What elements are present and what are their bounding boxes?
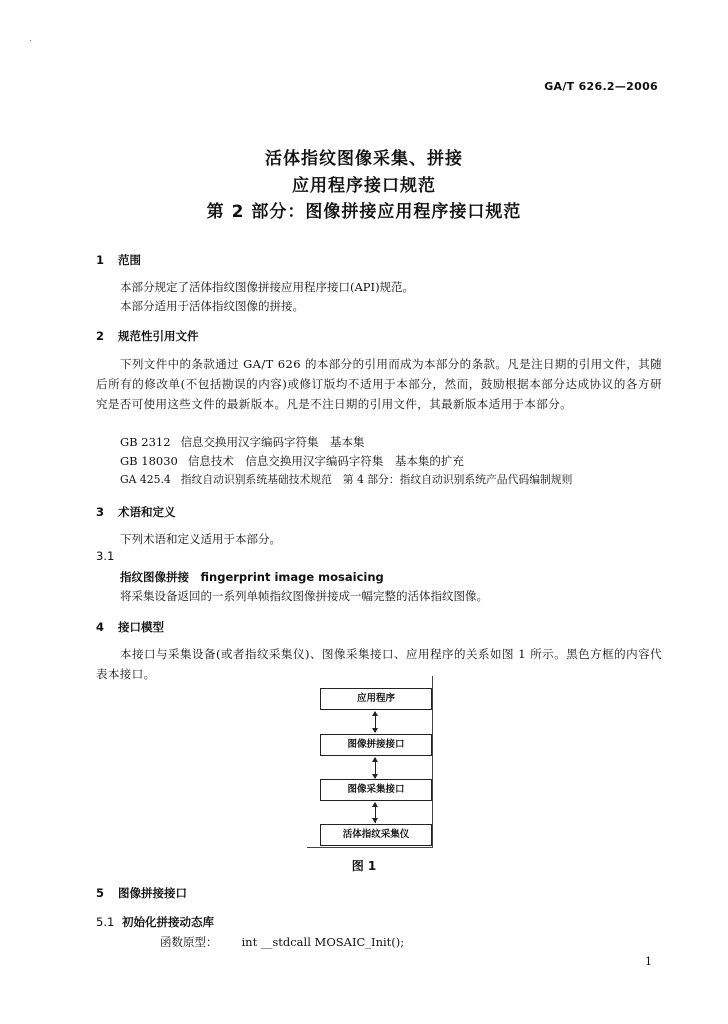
figure-caption: 图 1	[351, 859, 377, 873]
box-mosaic-interface: 图像拼接接口	[320, 734, 432, 756]
section-title: 图像拼接接口	[118, 886, 187, 900]
prototype-label: 函数原型：	[160, 935, 218, 949]
box-capture-device: 活体指纹采集仪	[320, 824, 432, 846]
subsection-3-1-number: 3.1	[96, 549, 115, 563]
scan-speck	[30, 40, 31, 41]
reference-code: GB 2312	[120, 435, 171, 449]
section-4-heading	[96, 619, 164, 635]
section-4-paragraph: 本接口与采集设备(或者指纹采集仪)、图像采集接口、应用程序的关系如图 1 所示。黑色方框的内容代表本接口。	[96, 647, 662, 681]
section-title: 接口模型	[118, 620, 164, 634]
box-application: 应用程序	[320, 688, 432, 710]
section-1-para-1: 本部分规定了活体指纹图像拼接应用程序接口(API)规范。	[120, 280, 415, 294]
reference-item	[120, 434, 375, 450]
section-title: 规范性引用文件	[118, 329, 199, 343]
reference-code: GA 425.4	[120, 473, 171, 486]
section-1-heading	[96, 252, 141, 268]
term-entry: 指纹图像拼接 fingerprint image mosaicing	[120, 570, 384, 584]
page-number: 1	[645, 955, 652, 968]
section-5-heading	[96, 885, 187, 901]
section-title: 范围	[118, 253, 141, 267]
arrow-down-icon	[372, 818, 378, 823]
subsection-title: 初始化拼接动态库	[122, 915, 214, 929]
section-1-para-2: 本部分适用于活体指纹图像的拼接。	[120, 299, 304, 313]
section-number: 2	[96, 329, 105, 343]
reference-title: 指纹自动识别系统基础技术规范 第 4 部分：指纹自动识别系统产品代码编制规则	[180, 473, 573, 486]
title-line-1: 活体指纹图像采集、拼接	[265, 149, 463, 169]
section-number: 1	[96, 253, 105, 267]
prototype-code: int __stdcall MOSAIC_Init();	[241, 935, 405, 949]
section-number: 4	[96, 620, 105, 634]
function-prototype	[160, 932, 404, 952]
section-3-para: 下列术语和定义适用于本部分。	[120, 532, 281, 546]
section-title: 术语和定义	[118, 505, 176, 519]
section-2-paragraph: 下列文件中的条款通过 GA/T 626 的本部分的引用而成为本部分的条款。凡是注日期的引用文件，其随后所有的修改单(不包括勘误的内容)或修订版均不适用于本部分，然而，鼓励根据本部分达成协议的各方研究是否可使用这些文件的最新版本。凡是不注日期的引用文件，其最新版本适用于本部分。	[96, 357, 662, 411]
subsection-number: 5.1	[96, 915, 115, 929]
term-definition: 将采集设备返回的一系列单帧指纹图像拼接成一幅完整的活体指纹图像。	[120, 589, 488, 603]
title-line-3: 第 2 部分：图像拼接应用程序接口规范	[206, 202, 522, 222]
reference-title: 信息技术 信息交换用汉字编码字符集 基本集的扩充	[187, 454, 464, 468]
title-line-2: 应用程序接口规范	[292, 176, 436, 196]
section-3-heading	[96, 504, 176, 520]
reference-item	[120, 472, 582, 487]
reference-code: GB 18030	[120, 454, 178, 468]
reference-title: 信息交换用汉字编码字符集 基本集	[180, 435, 365, 449]
section-2-heading	[96, 328, 199, 344]
arrow-down-icon	[372, 728, 378, 733]
section-number: 5	[96, 886, 105, 900]
reference-item	[120, 453, 474, 469]
section-number: 3	[96, 505, 105, 519]
box-capture-interface: 图像采集接口	[320, 779, 432, 801]
standard-number: GA/T 626.2—2006	[544, 80, 658, 93]
subsection-5-1-heading	[96, 914, 214, 930]
